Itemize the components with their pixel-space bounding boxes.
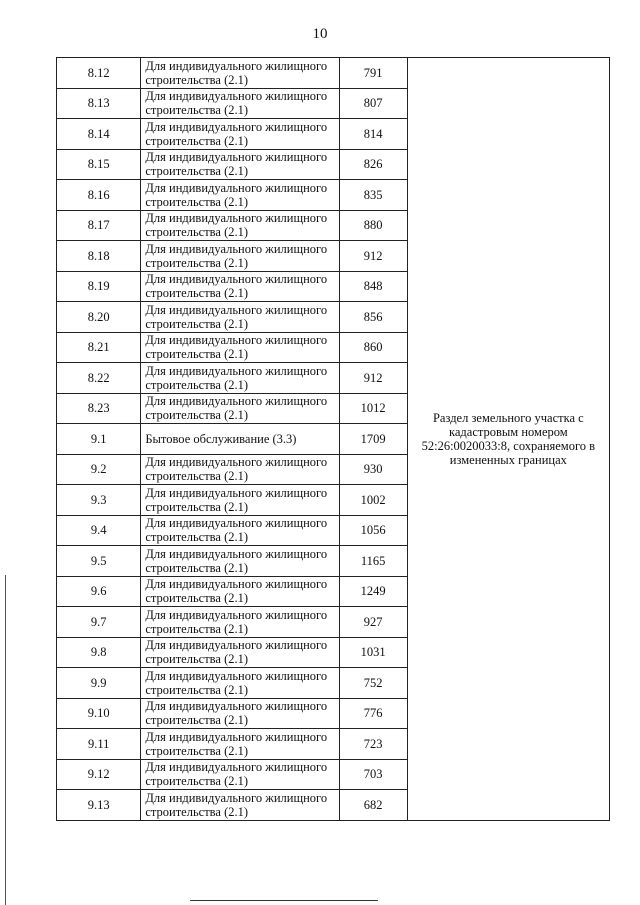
area-cell: 1002 <box>339 485 407 516</box>
plot-number-cell: 8.12 <box>57 58 141 89</box>
permitted-use-cell: Для индивидуального жилищного строительства (2.1) <box>141 363 339 394</box>
area-cell: 776 <box>339 698 407 729</box>
plot-number-cell: 8.16 <box>57 180 141 211</box>
plot-number-cell: 9.11 <box>57 729 141 760</box>
land-plots-table <box>56 57 610 821</box>
area-cell: 880 <box>339 210 407 241</box>
area-cell: 1056 <box>339 515 407 546</box>
plot-number-cell: 8.14 <box>57 119 141 150</box>
permitted-use-cell: Для индивидуального жилищного строительства (2.1) <box>141 515 339 546</box>
permitted-use-cell: Для индивидуального жилищного строительства (2.1) <box>141 149 339 180</box>
table-row <box>57 58 610 89</box>
plot-number-cell: 9.9 <box>57 668 141 699</box>
plot-number-cell: 8.21 <box>57 332 141 363</box>
permitted-use-cell: Для индивидуального жилищного строительства (2.1) <box>141 576 339 607</box>
area-cell: 848 <box>339 271 407 302</box>
plot-number-cell: 8.13 <box>57 88 141 119</box>
area-cell: 856 <box>339 302 407 333</box>
permitted-use-cell: Для индивидуального жилищного строительства (2.1) <box>141 88 339 119</box>
plot-number-cell: 8.23 <box>57 393 141 424</box>
plot-number-cell: 9.2 <box>57 454 141 485</box>
permitted-use-cell: Для индивидуального жилищного строительства (2.1) <box>141 759 339 790</box>
area-cell: 1709 <box>339 424 407 455</box>
plot-number-cell: 9.13 <box>57 790 141 821</box>
area-cell: 860 <box>339 332 407 363</box>
area-cell: 1031 <box>339 637 407 668</box>
plot-number-cell: 9.6 <box>57 576 141 607</box>
permitted-use-cell: Для индивидуального жилищного строительства (2.1) <box>141 668 339 699</box>
area-cell: 826 <box>339 149 407 180</box>
area-cell: 752 <box>339 668 407 699</box>
area-cell: 927 <box>339 607 407 638</box>
permitted-use-cell: Для индивидуального жилищного строительства (2.1) <box>141 302 339 333</box>
permitted-use-cell: Для индивидуального жилищного строительства (2.1) <box>141 790 339 821</box>
plot-number-cell: 8.20 <box>57 302 141 333</box>
table-body <box>57 58 610 821</box>
merged-note-cell: Раздел земельного участка с кадастровым номером 52:26:0020033:8, сохраняемого в измененных границах <box>407 58 609 821</box>
plot-number-cell: 9.3 <box>57 485 141 516</box>
permitted-use-cell: Для индивидуального жилищного строительства (2.1) <box>141 607 339 638</box>
area-cell: 930 <box>339 454 407 485</box>
permitted-use-cell: Для индивидуального жилищного строительства (2.1) <box>141 119 339 150</box>
plot-number-cell: 8.19 <box>57 271 141 302</box>
scan-edge-mark <box>5 575 6 905</box>
area-cell: 1165 <box>339 546 407 577</box>
area-cell: 682 <box>339 790 407 821</box>
permitted-use-cell: Для индивидуального жилищного строительства (2.1) <box>141 637 339 668</box>
permitted-use-cell: Для индивидуального жилищного строительства (2.1) <box>141 58 339 89</box>
permitted-use-cell: Для индивидуального жилищного строительства (2.1) <box>141 271 339 302</box>
permitted-use-cell: Для индивидуального жилищного строительства (2.1) <box>141 454 339 485</box>
plot-number-cell: 8.22 <box>57 363 141 394</box>
plot-number-cell: 8.15 <box>57 149 141 180</box>
permitted-use-cell: Для индивидуального жилищного строительства (2.1) <box>141 332 339 363</box>
footer-line <box>190 900 378 901</box>
plot-number-cell: 9.10 <box>57 698 141 729</box>
plot-number-cell: 8.18 <box>57 241 141 272</box>
area-cell: 912 <box>339 241 407 272</box>
area-cell: 1012 <box>339 393 407 424</box>
area-cell: 1249 <box>339 576 407 607</box>
permitted-use-cell: Для индивидуального жилищного строительства (2.1) <box>141 729 339 760</box>
area-cell: 835 <box>339 180 407 211</box>
plot-number-cell: 8.17 <box>57 210 141 241</box>
permitted-use-cell: Для индивидуального жилищного строительства (2.1) <box>141 698 339 729</box>
plot-number-cell: 9.1 <box>57 424 141 455</box>
area-cell: 807 <box>339 88 407 119</box>
permitted-use-cell: Для индивидуального жилищного строительства (2.1) <box>141 210 339 241</box>
permitted-use-cell: Для индивидуального жилищного строительства (2.1) <box>141 241 339 272</box>
area-cell: 703 <box>339 759 407 790</box>
area-cell: 723 <box>339 729 407 760</box>
plot-number-cell: 9.4 <box>57 515 141 546</box>
permitted-use-cell: Для индивидуального жилищного строительства (2.1) <box>141 546 339 577</box>
permitted-use-cell: Для индивидуального жилищного строительства (2.1) <box>141 180 339 211</box>
permitted-use-cell: Для индивидуального жилищного строительства (2.1) <box>141 485 339 516</box>
permitted-use-cell: Бытовое обслуживание (3.3) <box>141 424 339 455</box>
plot-number-cell: 9.12 <box>57 759 141 790</box>
plot-number-cell: 9.8 <box>57 637 141 668</box>
plot-number-cell: 9.5 <box>57 546 141 577</box>
area-cell: 912 <box>339 363 407 394</box>
plot-number-cell: 9.7 <box>57 607 141 638</box>
area-cell: 814 <box>339 119 407 150</box>
area-cell: 791 <box>339 58 407 89</box>
permitted-use-cell: Для индивидуального жилищного строительства (2.1) <box>141 393 339 424</box>
page-number: 10 <box>312 26 328 42</box>
